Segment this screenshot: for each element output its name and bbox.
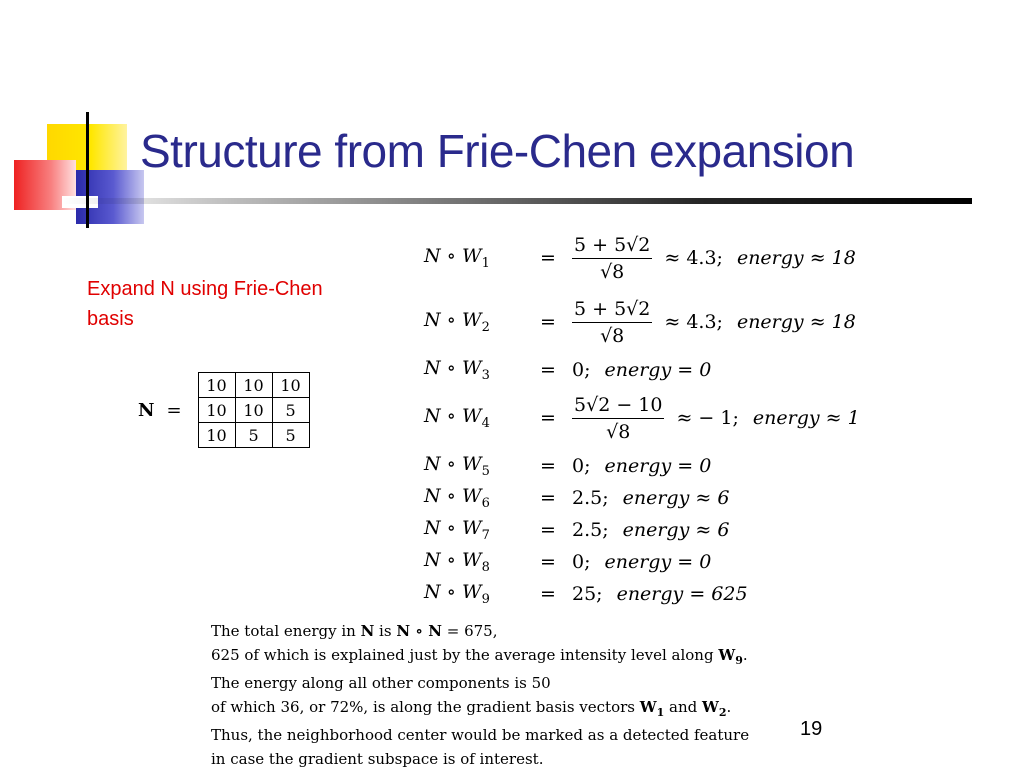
equation-rhs bbox=[572, 583, 748, 605]
equation-energy: energy ≈ 1 bbox=[753, 407, 860, 429]
fraction-denominator: √8 bbox=[600, 323, 624, 347]
fraction bbox=[572, 394, 664, 443]
equation-lhs: N ∘ $W_6$ bbox=[424, 485, 524, 511]
page-number: 19 bbox=[800, 718, 822, 741]
fraction-numerator: 5√2 − 10 bbox=[572, 394, 664, 419]
equation-energy: energy ≈ 18 bbox=[737, 247, 856, 269]
equation-lhs: N ∘ $W_5$ bbox=[424, 453, 524, 479]
equation-energy: energy ≈ 6 bbox=[623, 487, 730, 509]
title-underline bbox=[62, 198, 972, 204]
equation-row bbox=[424, 546, 860, 578]
equation-row bbox=[424, 578, 860, 610]
equation-value: 2.5; bbox=[572, 519, 609, 541]
equation-value: 0; bbox=[572, 551, 591, 573]
equation-equals: = bbox=[524, 519, 572, 541]
equation-lhs: N ∘ $W_3$ bbox=[424, 357, 524, 383]
matrix-cell: 5 bbox=[272, 398, 309, 423]
matrix-table bbox=[198, 372, 310, 448]
matrix-row bbox=[198, 423, 309, 448]
matrix-equals: = bbox=[166, 400, 181, 421]
equation-equals: = bbox=[524, 407, 572, 429]
equation-equals: = bbox=[524, 551, 572, 573]
matrix-row bbox=[198, 398, 309, 423]
equation-equals: = bbox=[524, 487, 572, 509]
equation-row bbox=[424, 226, 860, 290]
equation-value: ≈ − 1; bbox=[676, 407, 738, 429]
equation-energy: energy ≈ 6 bbox=[623, 519, 730, 541]
paragraph-line: The energy along all other components is 50 bbox=[211, 672, 749, 696]
equation-energy: energy ≈ 18 bbox=[737, 311, 856, 333]
equation-rhs bbox=[572, 394, 860, 443]
equation-rhs bbox=[572, 298, 856, 347]
logo-vertical-line bbox=[86, 112, 89, 228]
equation-equals: = bbox=[524, 455, 572, 477]
equation-rhs bbox=[572, 551, 711, 573]
equation-row bbox=[424, 290, 860, 354]
equation-value: 2.5; bbox=[572, 487, 609, 509]
equation-row bbox=[424, 514, 860, 546]
equation-rhs bbox=[572, 487, 729, 509]
fraction bbox=[572, 298, 652, 347]
equation-lhs: N ∘ $W_1$ bbox=[424, 245, 524, 271]
paragraph-line: in case the gradient subspace is of interest. bbox=[211, 748, 749, 771]
matrix-cell: 10 bbox=[235, 398, 272, 423]
equation-rhs bbox=[572, 359, 711, 381]
matrix-cell: 10 bbox=[272, 373, 309, 398]
equation-value: ≈ 4.3; bbox=[664, 247, 723, 269]
equation-equals: = bbox=[524, 359, 572, 381]
equation-rhs bbox=[572, 519, 729, 541]
equation-rhs bbox=[572, 234, 856, 283]
equation-lhs: N ∘ $W_7$ bbox=[424, 517, 524, 543]
matrix-cell: 10 bbox=[198, 373, 235, 398]
fraction-numerator: 5 + 5√2 bbox=[572, 234, 652, 259]
paragraph-line: of which 36, or 72%, is along the gradient basis vectors $W_1$ and $W_2$. bbox=[211, 696, 749, 725]
matrix-cell: 5 bbox=[272, 423, 309, 448]
equation-lhs: N ∘ $W_2$ bbox=[424, 309, 524, 335]
note-text: Expand N using Frie-Chen basis bbox=[87, 274, 337, 334]
equation-equals: = bbox=[524, 583, 572, 605]
equation-energy: energy = 0 bbox=[605, 551, 712, 573]
equation-row bbox=[424, 354, 860, 386]
explanation-paragraph bbox=[211, 620, 749, 771]
matrix-label: N bbox=[138, 400, 154, 421]
matrix-definition bbox=[138, 372, 310, 448]
matrix-cell: 5 bbox=[235, 423, 272, 448]
fraction-numerator: 5 + 5√2 bbox=[572, 298, 652, 323]
matrix-cell: 10 bbox=[235, 373, 272, 398]
matrix-row bbox=[198, 373, 309, 398]
paragraph-line: 625 of which is explained just by the average intensity level along $W_9$. bbox=[211, 644, 749, 673]
equation-row bbox=[424, 386, 860, 450]
equation-energy: energy = 0 bbox=[605, 359, 712, 381]
paragraph-line: Thus, the neighborhood center would be marked as a detected feature bbox=[211, 724, 749, 748]
equation-energy: energy = 625 bbox=[617, 583, 748, 605]
equation-value: 25; bbox=[572, 583, 603, 605]
fraction bbox=[572, 234, 652, 283]
fraction-denominator: √8 bbox=[606, 419, 630, 443]
matrix-cell: 10 bbox=[198, 398, 235, 423]
equation-row bbox=[424, 450, 860, 482]
equation-equals: = bbox=[524, 247, 572, 269]
equation-rhs bbox=[572, 455, 711, 477]
equation-lhs: N ∘ $W_4$ bbox=[424, 405, 524, 431]
equation-list bbox=[424, 226, 860, 610]
fraction-denominator: √8 bbox=[600, 259, 624, 283]
equation-equals: = bbox=[524, 311, 572, 333]
matrix-cell: 10 bbox=[198, 423, 235, 448]
equation-energy: energy = 0 bbox=[605, 455, 712, 477]
equation-value: ≈ 4.3; bbox=[664, 311, 723, 333]
paragraph-line: The total energy in N is N ∘ N = 675, bbox=[211, 620, 749, 644]
equation-value: 0; bbox=[572, 359, 591, 381]
equation-lhs: N ∘ $W_8$ bbox=[424, 549, 524, 575]
equation-row bbox=[424, 482, 860, 514]
equation-lhs: N ∘ $W_9$ bbox=[424, 581, 524, 607]
slide-title: Structure from Frie-Chen expansion bbox=[140, 124, 854, 178]
equation-value: 0; bbox=[572, 455, 591, 477]
